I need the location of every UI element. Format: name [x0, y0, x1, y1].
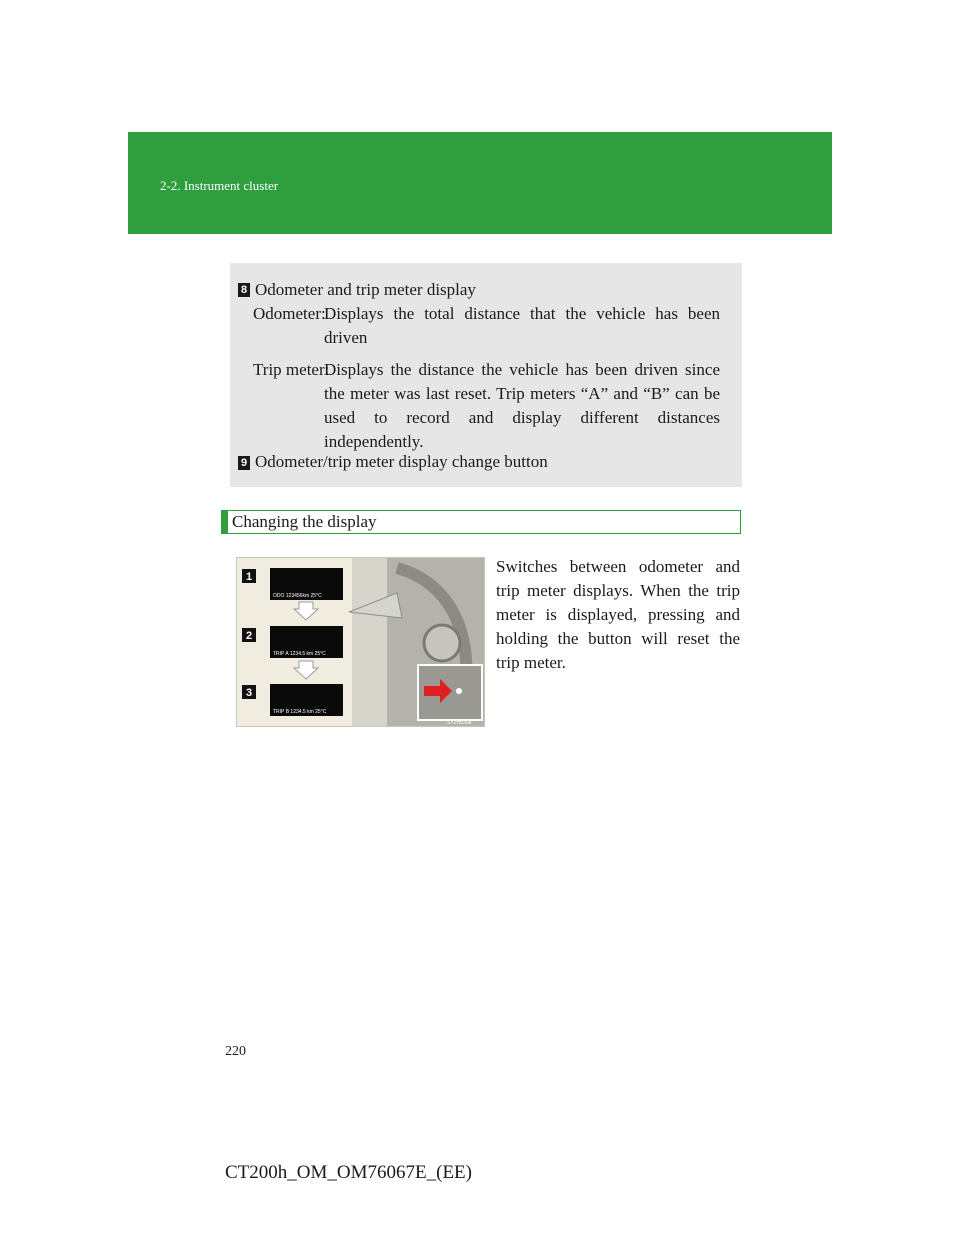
item-8-title: Odometer and trip meter display: [255, 280, 476, 299]
step-3-number: 3: [245, 687, 253, 699]
header-band: [128, 132, 832, 234]
odometer-description: Displays the total distance that the vehicle has been driven: [324, 304, 720, 347]
step-2-number: 2: [245, 630, 253, 642]
instrument-illustration: [237, 558, 485, 727]
change-button-dot: [456, 688, 462, 694]
document-code: CT200h_OM_OM76067E_(EE): [225, 1162, 472, 1183]
odometer-term: Odometer:: [253, 304, 326, 323]
trip-meter-term: Trip meter:: [253, 360, 330, 379]
page-number: 220: [225, 1044, 246, 1059]
down-arrow-icon: [294, 602, 318, 620]
step-3-readout: TRIP B 1234.5 km 25°C: [273, 709, 327, 715]
info-box: [230, 263, 742, 487]
step-1-readout: ODO 123456km 25°C: [273, 593, 322, 599]
subsection-body: Switches between odometer and trip meter displays. When the trip meter is displayed, pressing and holding the button will reset the trip meter.: [496, 557, 740, 672]
item-8-marker: 8: [238, 283, 250, 297]
item-9-marker: 9: [238, 456, 250, 470]
item-9-title: Odometer/trip meter display change button: [255, 452, 548, 471]
subsection-title: Changing the display: [232, 512, 377, 531]
down-arrow-icon: [294, 661, 318, 679]
steering-hub: [424, 625, 460, 661]
section-title: 2-2. Instrument cluster: [160, 178, 279, 193]
heading-accent-bar: [222, 511, 228, 533]
subsection-heading: [221, 510, 741, 534]
trip-meter-description: Displays the distance the vehicle has been driven since the meter was last reset. Trip meters “A” and “B” can be used to record and display different distances independently.: [324, 360, 720, 451]
instrument-figure: [236, 557, 485, 727]
step-2-readout: TRIP A 1234.5 km 25°C: [273, 651, 326, 657]
step-1-number: 1: [245, 571, 253, 583]
figure-code: SYZH030a: [447, 720, 472, 726]
